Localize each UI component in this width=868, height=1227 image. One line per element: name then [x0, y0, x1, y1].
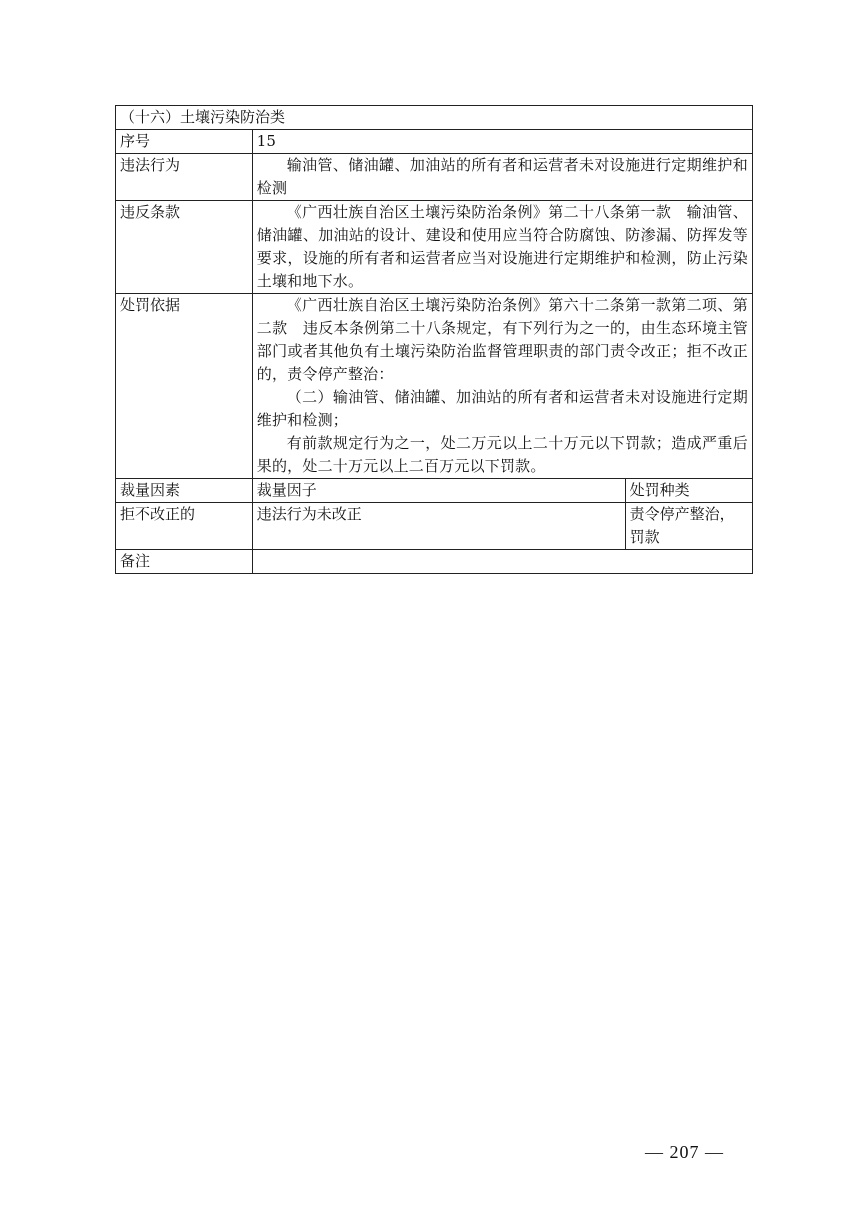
table-row — [116, 294, 753, 479]
remarks-value — [252, 550, 752, 574]
violation-text: 输油管、储油罐、加油站的所有者和运营者未对设施进行定期维护和检测 — [256, 156, 748, 197]
table-row — [116, 550, 753, 574]
penalty-basis-paragraph: 《广西壮族自治区土壤污染防治条例》第六十二条第一款第二项、第二款 违反本条例第二十八条规定，有下列行为之一的，由生态环境主管部门或者其他负有土壤污染防治监督管理职责的部门责令改正；拒不改正的，责令停产整治： — [256, 296, 748, 383]
penalty-basis-cell — [252, 294, 752, 479]
serial-value: 15 — [252, 130, 752, 154]
penalty-basis-paragraph: 有前款规定行为之一，处二万元以上二十万元以下罚款；造成严重后果的，处二十万元以上二百万元以下罚款。 — [256, 434, 748, 475]
discretion-label: 裁量因素 — [116, 479, 253, 503]
table-row — [116, 479, 753, 503]
refuse-correction-label: 拒不改正的 — [116, 503, 253, 550]
violated-clause-cell — [252, 201, 752, 294]
penalty-type-header: 处罚种类 — [625, 479, 752, 503]
violated-clause-label: 违反条款 — [116, 201, 253, 294]
table-row — [116, 503, 753, 550]
penalty-basis-label: 处罚依据 — [116, 294, 253, 479]
serial-label: 序号 — [116, 130, 253, 154]
table-row — [116, 154, 753, 201]
page-number: — 207 — — [645, 1142, 724, 1162]
violated-clause-text: 《广西壮族自治区土壤污染防治条例》第二十八条第一款 输油管、储油罐、加油站的设计、建设和使用应当符合防腐蚀、防渗漏、防挥发等要求，设施的所有者和运营者应当对设施进行定期维护和检测，防止污染土壤和地下水。 — [256, 203, 748, 290]
remarks-label: 备注 — [116, 550, 253, 574]
table-row — [116, 201, 753, 294]
penalty-basis-paragraph: （二）输油管、储油罐、加油站的所有者和运营者未对设施进行定期维护和检测； — [256, 388, 748, 429]
section-title: （十六）土壤污染防治类 — [116, 106, 753, 130]
discretion-factor-header: 裁量因子 — [252, 479, 625, 503]
refuse-correction-factor: 违法行为未改正 — [252, 503, 625, 550]
violation-cell — [252, 154, 752, 201]
table-row — [116, 106, 753, 130]
table-row — [116, 130, 753, 154]
penalty-discretion-table — [115, 105, 753, 574]
refuse-correction-penalty-type: 责令停产整治，罚款 — [625, 503, 752, 550]
violation-label: 违法行为 — [116, 154, 253, 201]
